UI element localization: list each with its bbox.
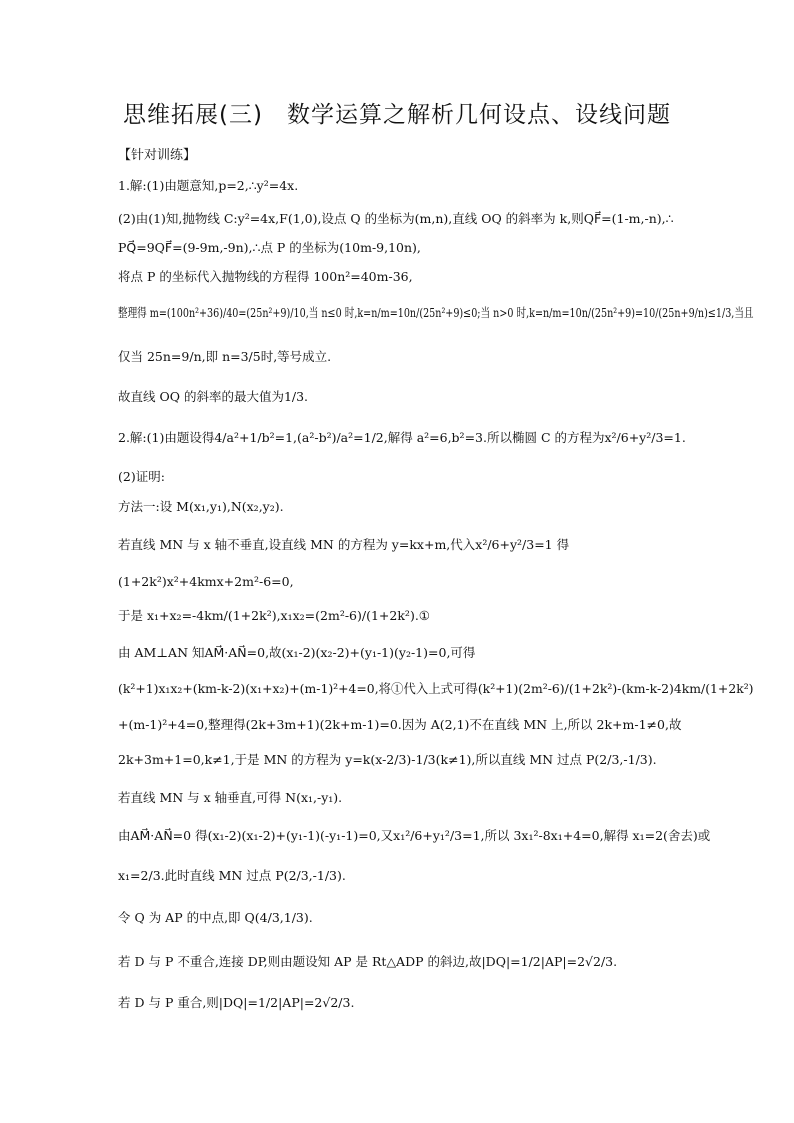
- solution-line: 故直线 OQ 的斜率的最大值为1/3.: [118, 389, 309, 404]
- solution-line: (2)证明:: [118, 469, 165, 484]
- solution-line: x₁=2/3.此时直线 MN 过点 P(2/3,-1/3).: [118, 868, 346, 883]
- solution-line: 1.解:(1)由题意知,p=2,∴y²=4x.: [118, 178, 299, 193]
- solution-line: 令 Q 为 AP 的中点,即 Q(4/3,1/3).: [118, 910, 313, 925]
- solution-line: (k²+1)x₁x₂+(km-k-2)(x₁+x₂)+(m-1)²+4=0,将①代入上式可得(k²+1)(2m²-6)/(1+2k²)-(km-k-2)4km/(1+2k²): [118, 681, 754, 696]
- solution-line: 2k+3m+1=0,k≠1,于是 MN 的方程为 y=k(x-2/3)-1/3(k≠1),所以直线 MN 过点 P(2/3,-1/3).: [118, 752, 657, 767]
- solution-line: 若直线 MN 与 x 轴垂直,可得 N(x₁,-y₁).: [118, 790, 343, 805]
- solution-line: 仅当 25n=9/n,即 n=3/5时,等号成立.: [118, 349, 332, 364]
- solution-line: +(m-1)²+4=0,整理得(2k+3m+1)(2k+m-1)=0.因为 A(2,1)不在直线 MN 上,所以 2k+m-1≠0,故: [118, 717, 682, 732]
- section-label: 【针对训练】: [118, 148, 197, 163]
- solution-line: 于是 x₁+x₂=-4km/(1+2k²),x₁x₂=(2m²-6)/(1+2k²).①: [118, 608, 430, 623]
- solution-line: (1+2k²)x²+4kmx+2m²-6=0,: [118, 574, 294, 589]
- solution-line: 由 AM⊥AN 知AM⃗·AN⃗=0,故(x₁-2)(x₂-2)+(y₁-1)(y₂-1)=0,可得: [118, 645, 476, 660]
- page-title: 思维拓展(三) 数学运算之解析几何设点、设线问题: [123, 102, 671, 128]
- solution-line: 若 D 与 P 不重合,连接 DP,则由题设知 AP 是 Rt△ADP 的斜边,故|DQ|=1/2|AP|=2√2/3.: [118, 954, 618, 969]
- solution-line: 2.解:(1)由题设得4/a²+1/b²=1,(a²-b²)/a²=1/2,解得 a²=6,b²=3.所以椭圆 C 的方程为x²/6+y²/3=1.: [118, 430, 686, 445]
- solution-line: 将点 P 的坐标代入抛物线的方程得 100n²=40m-36,: [118, 269, 413, 284]
- solution-line: 整理得 m=(100n²+36)/40=(25n²+9)/10,当 n≤0 时,k=n/m=10n/(25n²+9)≤0;当 n>0 时,k=n/m=10n/(25n²+9)=10/(25n+9/n)≤1/3,当且: [118, 305, 754, 320]
- solution-line: (2)由(1)知,抛物线 C:y²=4x,F(1,0),设点 Q 的坐标为(m,n),直线 OQ 的斜率为 k,则QF⃗=(1-m,-n),∴: [118, 211, 674, 226]
- solution-line: 方法一:设 M(x₁,y₁),N(x₂,y₂).: [118, 499, 284, 514]
- solution-line: PQ⃗=9QF⃗=(9-9m,-9n),∴点 P 的坐标为(10m-9,10n),: [118, 240, 421, 255]
- solution-line: 若 D 与 P 重合,则|DQ|=1/2|AP|=2√2/3.: [118, 995, 355, 1010]
- solution-line: 若直线 MN 与 x 轴不垂直,设直线 MN 的方程为 y=kx+m,代入x²/6+y²/3=1 得: [118, 537, 570, 552]
- solution-line: 由AM⃗·AN⃗=0 得(x₁-2)(x₁-2)+(y₁-1)(-y₁-1)=0,又x₁²/6+y₁²/3=1,所以 3x₁²-8x₁+4=0,解得 x₁=2(舍去)或: [118, 828, 711, 843]
